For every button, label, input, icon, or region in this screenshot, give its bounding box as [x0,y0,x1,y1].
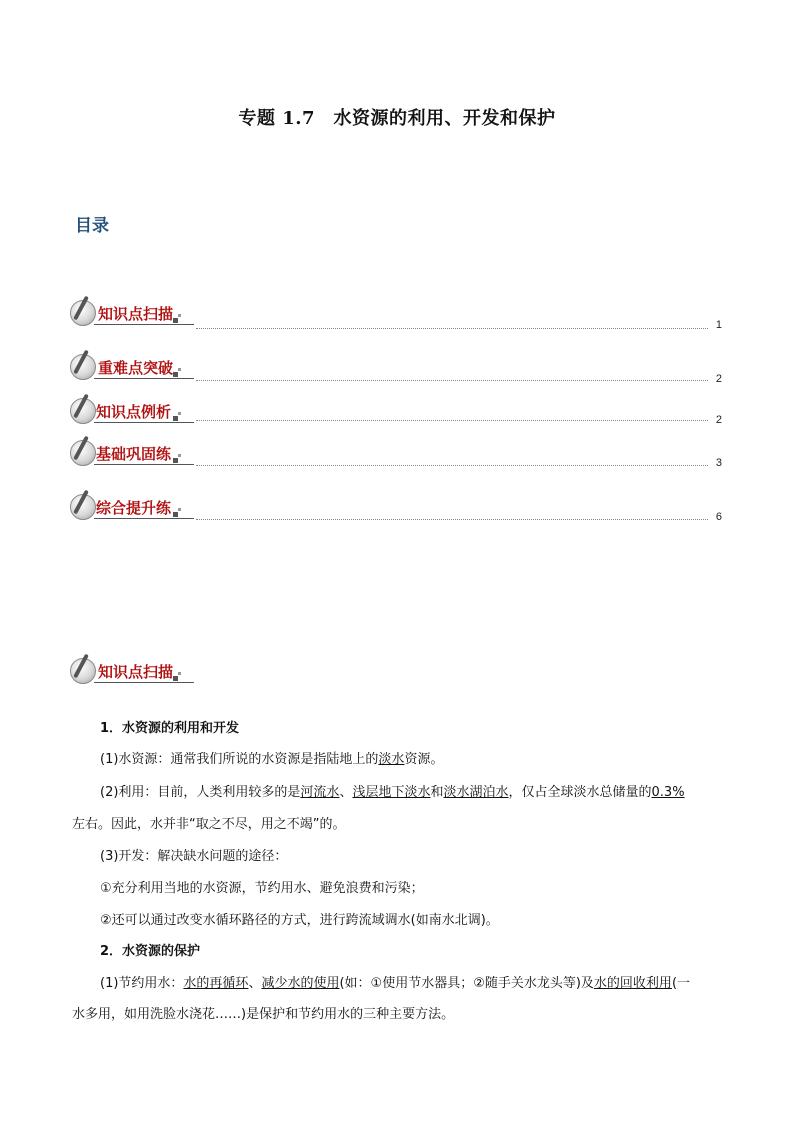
toc-page-number: 6 [715,511,722,523]
toc-item[interactable] [70,298,722,332]
page-title: 专题 1.7 水资源的利用、开发和保护 [238,108,556,129]
toc-item[interactable] [70,492,722,526]
toc-page-number: 3 [715,457,722,469]
toc-item[interactable] [70,352,722,386]
section-badge [70,492,194,522]
toc-item[interactable] [70,438,722,472]
paragraph-1: (1)水资源：通常我们所说的水资源是指陆地上的淡水资源。 [100,752,444,767]
paragraph-3: (3)开发：解决缺水问题的途径： [100,849,288,864]
toc-item-label: 基础巩固练 [96,445,172,463]
paragraph-6-cont: 水多用，如用洗脸水浇花……)是保护和节约用水的三种主要方法。 [72,1007,455,1022]
paragraph-6: (1)节约用水：水的再循环、减少水的使用(如：①使用节水器具；②随手关水龙头等)及水的回收利用(一 [100,976,691,991]
section-badge-label: 知识点扫描 [98,663,174,681]
toc-page-number: 1 [715,319,722,331]
paragraph-4: ①充分利用当地的水资源，节约用水、避免浪费和污染； [100,881,424,896]
paragraph-5: ②还可以通过改变水循环路径的方式，进行跨流域调水(如南水北调)。 [100,913,499,928]
subheading-1: 1．水资源的利用和开发 [100,721,240,736]
toc-item-label: 知识点例析 [96,403,172,421]
subheading-2: 2．水资源的保护 [100,944,201,959]
toc-page-number: 2 [715,373,722,385]
toc-item-label: 重难点突破 [98,359,174,377]
section-badge [70,298,194,328]
paragraph-2-cont: 左右。因此，水并非“取之不尽，用之不竭”的。 [72,817,346,832]
toc-item-label: 知识点扫描 [98,305,174,323]
section-heading-badge [70,656,194,690]
toc-item-label: 综合提升练 [96,499,172,517]
section-badge [70,352,194,382]
paragraph-2: (2)利用：目前，人类利用较多的是河流水、浅层地下淡水和淡水湖泊水，仅占全球淡水总储量的0.3% [100,785,685,800]
section-badge [70,396,194,426]
section-badge [70,438,194,468]
toc-heading: 目录 [75,216,109,236]
toc-item[interactable] [70,396,722,430]
toc-page-number: 2 [715,414,722,426]
